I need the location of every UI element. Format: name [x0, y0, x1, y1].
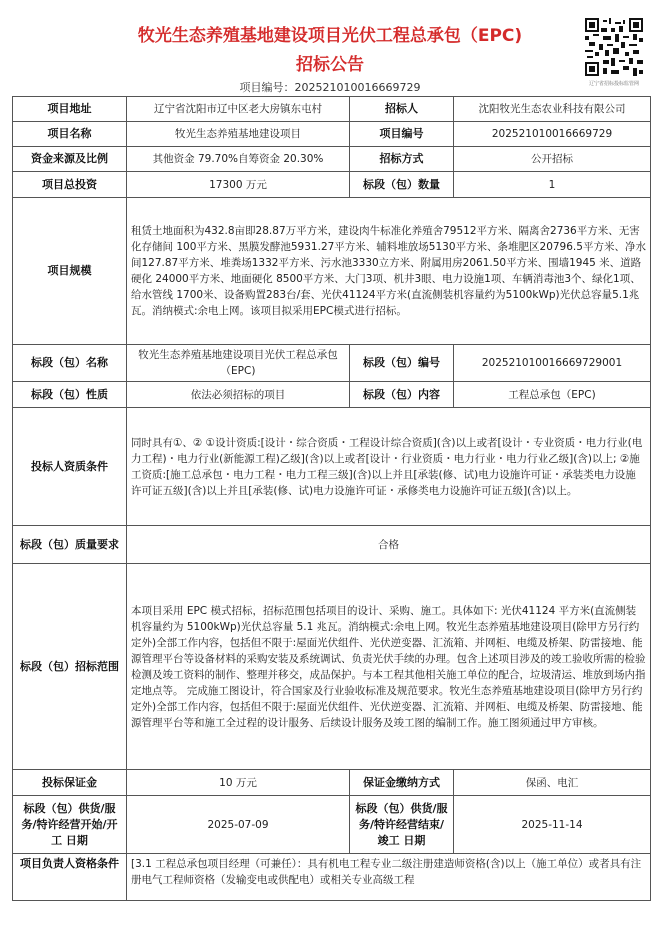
end-date-label: 标段（包）供货/服务/特许经营结束/竣工 日期: [350, 796, 454, 854]
section-no-label: 标段（包）编号: [350, 345, 454, 382]
tender-method-label: 招标方式: [350, 147, 454, 172]
manager-qualification-label: 项目负责人资格条件: [13, 854, 127, 901]
tender-scope-label: 标段（包）招标范围: [13, 564, 127, 770]
qualification-label: 投标人资质条件: [13, 408, 127, 526]
section-count-value: 1: [454, 172, 651, 198]
project-scale-label: 项目规模: [13, 198, 127, 345]
section-count-label: 标段（包）数量: [350, 172, 454, 198]
project-number: 202521010016669729: [294, 81, 421, 94]
bid-deposit-value: 10 万元: [127, 770, 350, 796]
tenderer-value: 沈阳牧光生态农业科技有限公司: [454, 97, 651, 122]
tender-scope-value: 本项目采用 EPC 模式招标，招标范围包括项目的设计、采购、施工。具体如下: 光伏41124 平方米(直流侧装机容量约为 5100kWp)光伏总容量 5.1 兆瓦。消纳模式:余电上网。牧光生态养殖基地建设项目(除甲方另行约定外)全部工作内容，包括但不限于:屋面光伏组件、光伏逆变器、汇流箱、并网柜、电缆及桥架、防雷接地、能源管理平台等设备材料的采购安装及系统调试、负责光伏手续的办理。包含上述项目涉及的竣工验收所需的检验检测及竣工资料的制作、整理并移交，成品保护。与本工程其他相关施工单位的配合，垃圾清运、堆放到场内指定地点等。 完成施工图设计，符合国家及行业验收标准及规范要求。牧光生态养殖基地建设项目(除甲方另行约定外)全部工作内容，包括但不限于:屋面光伏组件、光伏逆变器、汇流箱、并网柜、电缆及桥架、防雷接地、能源管理平台等和施工全过程的设计服务、后续设计服务及竣工图的编制工作。施工图须通过甲方审核。: [127, 564, 651, 770]
section-nature-label: 标段（包）性质: [13, 382, 127, 408]
section-name-value: 牧光生态养殖基地建设项目光伏工程总承包（EPC): [127, 345, 350, 382]
total-investment-value: 17300 万元: [127, 172, 350, 198]
bid-deposit-label: 投标保证金: [13, 770, 127, 796]
project-name-value: 牧光生态养殖基地建设项目: [127, 122, 350, 147]
fund-source-label: 资金来源及比例: [13, 147, 127, 172]
deposit-method-value: 保函、电汇: [454, 770, 651, 796]
address-value: 辽宁省沈阳市辽中区老大房镇东屯村: [127, 97, 350, 122]
tenderer-label: 招标人: [350, 97, 454, 122]
section-no-value: 202521010016669729001: [454, 345, 651, 382]
section-content-label: 标段（包）内容: [350, 382, 454, 408]
project-name-label: 项目名称: [13, 122, 127, 147]
address-label: 项目地址: [13, 97, 127, 122]
start-date-label: 标段（包）供货/服务/特许经营开始/开工 日期: [13, 796, 127, 854]
notice-subtitle: 招标公告: [296, 55, 364, 75]
project-no-label: 项目编号: [350, 122, 454, 147]
fund-source-value: 其他资金 79.70%自筹资金 20.30%: [127, 147, 350, 172]
quality-value: 合格: [127, 526, 651, 564]
section-nature-value: 依法必须招标的项目: [127, 382, 350, 408]
tender-method-value: 公开招标: [454, 147, 651, 172]
total-investment-label: 项目总投资: [13, 172, 127, 198]
end-date-value: 2025-11-14: [454, 796, 651, 854]
quality-label: 标段（包）质量要求: [13, 526, 127, 564]
project-number-label: 项目编号：: [239, 81, 295, 94]
project-no-value: 202521010016669729: [454, 122, 651, 147]
project-scale-value: 租赁土地面积为432.8亩即28.87万平方米，建设肉牛标准化养殖舍79512平方米、隔离舍2736平方米、无害化存储间 100平方米、黑膜发酵池5931.27平方米、辅料堆放场5130平方米、条堆肥区20796.5平方米、净水间127.87平方米、堆粪场1332平方米、污水池3330立方米、附属用房2061.50平方米、围墙1945 米、道路硬化 24000平方米、地面硬化 8500平方米、大门3项、机井3眼、电力设施1项、车辆消毒池3个、绿化1项、给水管线 1700米、设备购置283台/套、光伏41124平方米(直流侧装机容量约为5100kWp)光伏总容量5.1兆瓦。消纳模式:余电上网。该项目拟采用EPC模式进行招标。: [127, 198, 651, 345]
qr-code-icon: [585, 18, 643, 76]
qr-caption: 辽宁省招标投标监管网: [588, 81, 639, 87]
notice-title: 牧光生态养殖基地建设项目光伏工程总承包（EPC): [137, 26, 523, 46]
tender-info-table: [12, 96, 651, 901]
section-name-label: 标段（包）名称: [13, 345, 127, 382]
section-content-value: 工程总承包（EPC): [454, 382, 651, 408]
deposit-method-label: 保证金缴纳方式: [350, 770, 454, 796]
manager-qualification-value: [3.1 工程总承包项目经理（可兼任）：具有机电工程专业二级注册建造师资格(含)以上（施工单位）或者具有注册电气工程师资格（发输变电或供配电）或相关专业高级工程: [127, 854, 651, 901]
project-number-line: [0, 79, 660, 95]
qualification-value: 同时具有①、② ①设计资质:[设计・综合资质・工程设计综合资质](含)以上或者[设计・专业资质・电力行业(电力工程)・电力行业(新能源工程)乙级](含)以上或者[设计・行业资质・电力行业・电力行业乙级](含)以上; ②施工资质:[施工总承包・电力工程・电力工程三级](含)以上并且[承装(修、试)电力设施许可证・承装类电力设施许可证五级](含)以上并且[承装(修、试)电力设施许可证・承修类电力设施许可证五级](含)以上。: [127, 408, 651, 526]
start-date-value: 2025-07-09: [127, 796, 350, 854]
